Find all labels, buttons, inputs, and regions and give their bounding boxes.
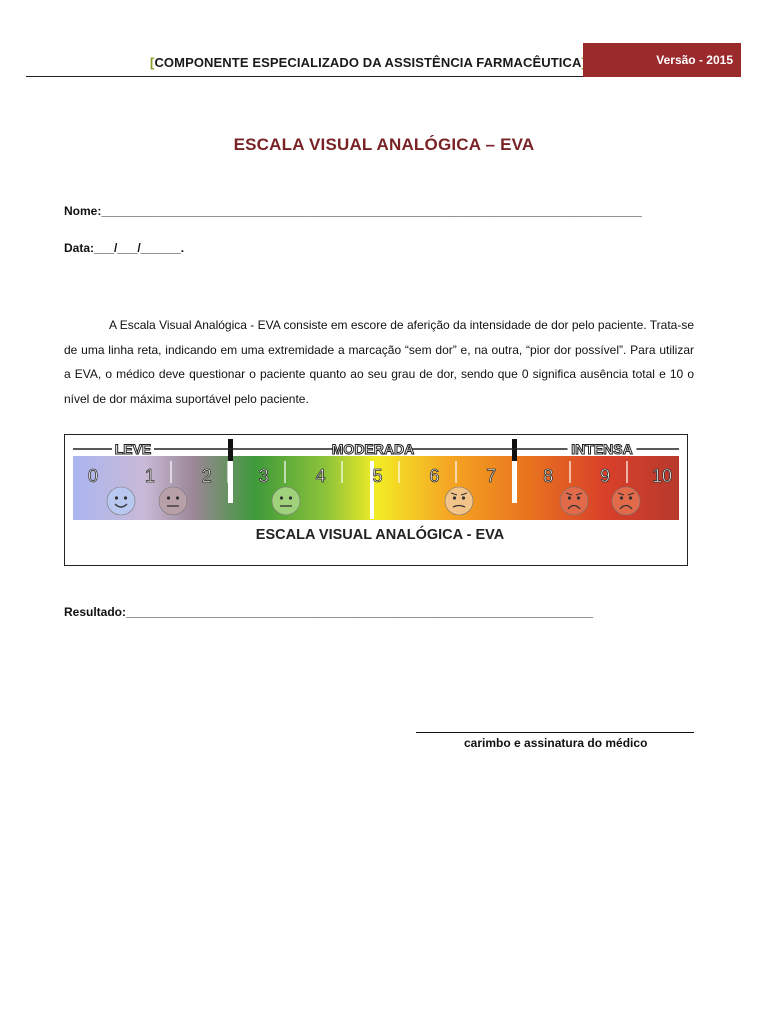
header-title — [150, 55, 586, 70]
scale-number-9: 9 — [600, 466, 611, 486]
scale-headline — [73, 440, 679, 457]
date-field[interactable]: Data:___/___/______. — [64, 241, 185, 255]
scale-number-5: 5 — [372, 466, 383, 486]
pain-face-9 — [560, 487, 588, 515]
pain-face-10 — [612, 487, 640, 515]
scale-number-4: 4 — [315, 466, 326, 486]
scale-number-0: 0 — [87, 466, 99, 486]
scale-caption: ESCALA VISUAL ANALÓGICA - EVA — [255, 527, 505, 543]
scale-number-3: 3 — [258, 466, 269, 486]
scale-divider-tick — [228, 439, 233, 461]
version-badge: Versão - 2015 — [583, 43, 741, 77]
scale-divider-tick — [512, 439, 517, 461]
pain-face-1 — [107, 487, 135, 515]
section-label-leve: LEVE — [114, 441, 152, 457]
pain-face-4 — [272, 487, 300, 515]
scale-number-10: 10 — [651, 466, 673, 486]
pain-face-7 — [445, 487, 473, 515]
pain-face-2 — [159, 487, 187, 515]
document-title: ESCALA VISUAL ANALÓGICA – EVA — [233, 135, 535, 154]
description-paragraph: A Escala Visual Analógica - EVA consiste em escore de aferição da intensidade de dor pelo paciente. Trata-se de uma linha reta, indicando em uma extremidade a marcação “sem dor” e, na outra, “pior dor possível”. Para utilizar a EVA, o médico deve questionar o paciente quanto ao seu grau de dor, sendo que 0 significa ausência total e 10 o nível de dor máxima suportável pelo paciente. — [64, 318, 694, 406]
scale-number-2: 2 — [201, 466, 212, 486]
result-field[interactable]: Resultado:______________________________________________________________________ — [64, 605, 594, 619]
pain-scale-figure — [64, 434, 688, 566]
section-label-moderada: MODERADA — [331, 441, 415, 457]
scale-number-1: 1 — [144, 466, 155, 486]
name-field[interactable]: Nome:_________________________________________________________________________________ — [64, 204, 642, 218]
section-label-intensa: INTENSA — [571, 441, 633, 457]
header-bracket-open: [ — [150, 55, 155, 70]
scale-number-8: 8 — [543, 466, 554, 486]
header-title-text: COMPONENTE ESPECIALIZADO DA ASSISTÊNCIA FARMACÊUTICA — [154, 55, 582, 70]
scale-number-6: 6 — [429, 466, 440, 486]
header-rule — [26, 76, 583, 77]
scale-number-7: 7 — [486, 466, 497, 486]
signature-line — [416, 732, 694, 733]
signature-label: carimbo e assinatura do médico — [464, 736, 648, 750]
pain-scale-graphic — [65, 435, 687, 565]
